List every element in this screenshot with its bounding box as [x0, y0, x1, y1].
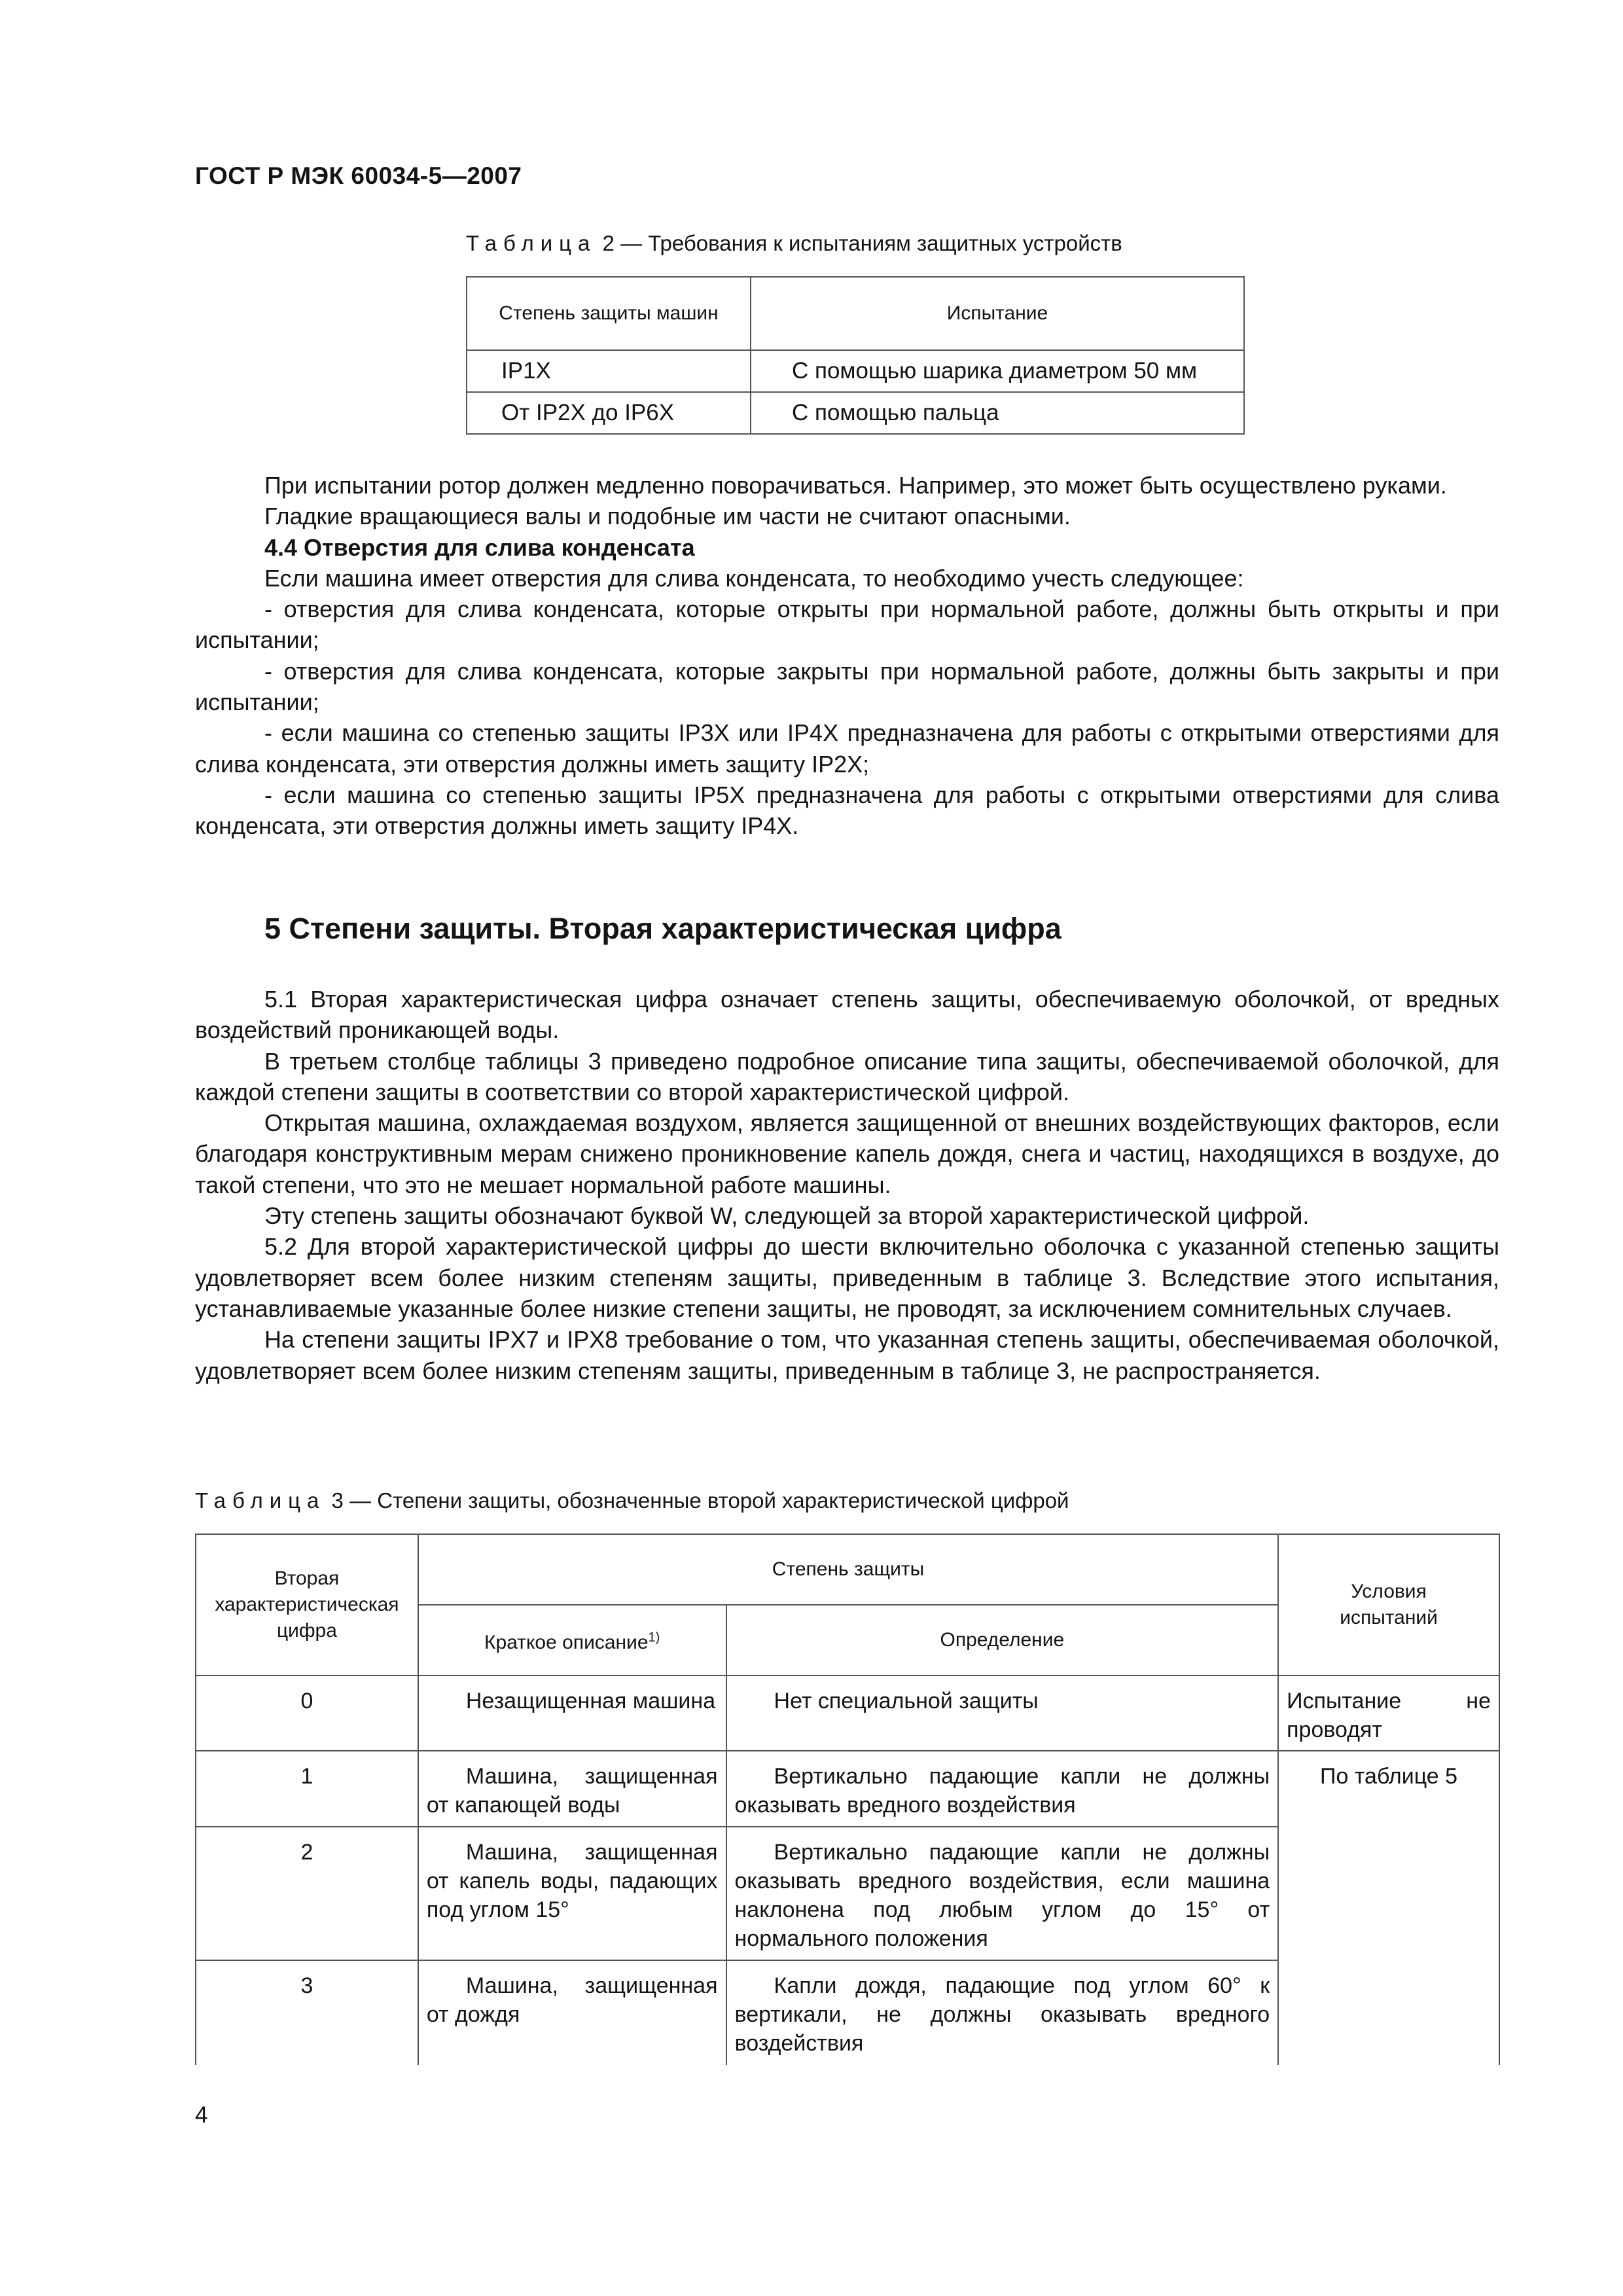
table3-definition: Вертикально падающие капли не должны оказывать вредного воздействия, если машина наклонена под любым углом до 15° от нормального положения	[726, 1827, 1279, 1960]
table3-definition: Нет специальной защиты	[726, 1676, 1279, 1751]
list-item: - если машина со степенью защиты IP3X или IP4X предназначена для работы с открытыми отверстиями для слива конденсата, эти отверстия должны иметь защиту IP2X;	[195, 719, 1499, 778]
paragraph: 5.2 Для второй характеристической цифры до шести включительно оболочка с указанной степенью защиты удовлетворяет всем более низким степеням защиты, приведенным в таблице 3. Вследствие этого испытания, устанавливаемые указанные более низкие степени защиты, не проводят, за исключением сомнительных случаев.	[195, 1233, 1499, 1322]
table3-digit: 0	[196, 1676, 418, 1751]
table3-caption	[195, 1488, 1069, 1513]
table3-col-digit: Вторая характеристическая цифра	[196, 1534, 418, 1676]
footnote-mark: 1)	[648, 1630, 660, 1645]
list-item: - отверстия для слива конденсата, которые закрыты при нормальной работе, должны быть закрыты и при испытании;	[195, 657, 1499, 716]
table2-cell: IP1X	[467, 350, 751, 392]
table3-col-short	[418, 1605, 726, 1676]
list-item: - отверстия для слива конденсата, которые открыты при нормальной работе, должны быть открыты и при испытании;	[195, 596, 1499, 654]
subsection-title: 4.4 Отверстия для слива конденсата	[264, 533, 695, 561]
table-row	[467, 350, 1244, 392]
table3-caption-text: 3 — Степени защиты, обозначенные второй характеристической цифрой	[325, 1488, 1069, 1513]
table3-col-short-label: Краткое описание	[484, 1632, 649, 1653]
table3-header-row	[196, 1534, 1499, 1605]
table3-digit: 3	[196, 1960, 418, 2065]
table2-caption	[466, 231, 1122, 256]
paragraph: Если машина имеет отверстия для слива конденсата, то необходимо учесть следующее:	[264, 564, 1244, 592]
table3-definition: Вертикально падающие капли не должны оказывать вредного воздействия	[726, 1751, 1279, 1827]
table3-digit: 1	[196, 1751, 418, 1827]
paragraph: Эту степень защиты обозначают буквой W, следующей за второй характеристической цифрой.	[264, 1202, 1310, 1230]
list-item: - если машина со степенью защиты IP5X предназначена для работы с открытыми отверстиями для слива конденсата, эти отверстия должны иметь защиту IP4X.	[195, 781, 1499, 840]
table3-conditions: Испытание не проводят	[1278, 1676, 1499, 1751]
table2-caption-word: Таблица	[466, 231, 597, 255]
table3-short: Машина, защищенная от дождя	[418, 1960, 726, 2065]
table2-cell: С помощью шарика диаметром 50 мм	[751, 350, 1244, 392]
table3-definition: Капли дождя, падающие под углом 60° к вертикали, не должны оказывать вредного воздействия	[726, 1960, 1279, 2065]
paragraph: Открытая машина, охлаждаемая воздухом, является защищенной от внешних воздействующих факторов, если благодаря конструктивным мерам снижено проникновение капель дождя, снега и частиц, находящихся в воздухе, до такой степени, что это не мешает нормальной работе машины.	[195, 1109, 1499, 1198]
table2-header-row	[467, 277, 1244, 350]
paragraph: В третьем столбце таблицы 3 приведено подробное описание типа защиты, обеспечиваемой оболочкой, для каждой степени защиты в соответствии со второй характеристической цифрой.	[195, 1047, 1499, 1105]
paragraph: Гладкие вращающиеся валы и подобные им части не считают опасными.	[264, 503, 1071, 530]
table3-short: Незащищенная машина	[418, 1676, 726, 1751]
table3-digit: 2	[196, 1827, 418, 1960]
table3-col-degree: Степень защиты	[418, 1534, 1278, 1605]
section5-text	[195, 984, 1499, 1386]
table3-caption-word: Таблица	[195, 1488, 326, 1513]
table3-short: Машина, защищенная от капель воды, падающих под углом 15°	[418, 1827, 726, 1960]
page-number: 4	[195, 2102, 208, 2128]
table-row	[196, 1676, 1499, 1751]
table3-col-definition: Определение	[726, 1605, 1279, 1676]
table3	[195, 1534, 1500, 2065]
table-row	[467, 392, 1244, 434]
paragraph: 5.1 Вторая характеристическая цифра означает степень защиты, обеспечиваемую оболочкой, от вредных воздействий проникающей воды.	[195, 986, 1499, 1044]
section-title: 5 Степени защиты. Вторая характеристическая цифра	[264, 912, 1061, 945]
table3-conditions: По таблице 5	[1278, 1751, 1499, 2065]
document-header: ГОСТ Р МЭК 60034-5—2007	[195, 162, 522, 189]
table2-cell: От IP2X до IP6X	[467, 392, 751, 434]
paragraph: На степени защиты IPX7 и IPX8 требование о том, что указанная степень защиты, обеспечиваемая оболочкой, удовлетворяет всем более низким степеням защиты, приведенным в таблице 3, не распространяется.	[195, 1326, 1499, 1384]
table3-col-conditions: Условия испытаний	[1278, 1534, 1499, 1676]
table-row	[196, 1751, 1499, 1827]
paragraph: При испытании ротор должен медленно поворачиваться. Например, это может быть осуществлено руками.	[264, 472, 1447, 499]
table2-caption-text: 2 — Требования к испытаниям защитных устройств	[596, 231, 1122, 255]
table2-col-test: Испытание	[751, 277, 1244, 350]
table2-col-degree: Степень защиты машин	[467, 277, 751, 350]
table2-cell: С помощью пальца	[751, 392, 1244, 434]
section4-text	[195, 470, 1499, 842]
table2	[466, 276, 1245, 435]
table3-short: Машина, защищенная от капающей воды	[418, 1751, 726, 1827]
